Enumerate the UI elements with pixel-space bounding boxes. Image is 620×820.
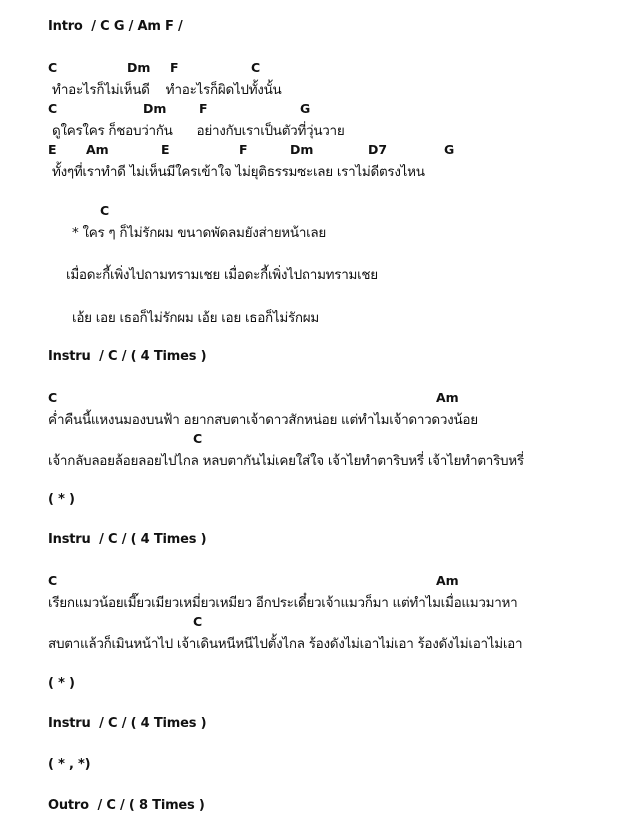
chord-label: G [300,101,311,116]
chorus-line-2: เมื่อดะกี้เพิ่งไปถามทรามเชย เมื่อดะกี้เพิ่งไปถามทรามเชย [66,267,378,283]
verse1-chords-3 [0,142,620,158]
intro-line: Intro / C G / Am F / [48,19,183,34]
chorus-repeat-1: ( * ) [48,492,75,507]
chord-label: Am [86,142,109,157]
chord-label: F [199,101,208,116]
chord-label: C [48,573,58,588]
verse2-chords-2 [0,431,620,447]
chord-label: Am [436,573,459,588]
verse1-chords-2 [0,101,620,117]
chord-label: F [239,142,248,157]
chorus-line-3: เอ้ย เอย เธอก็ไม่รักผม เอ้ย เอย เธอก็ไม่รักผม [72,310,320,326]
verse3-chords-1 [0,573,620,589]
chorus-repeat-2: ( * ) [48,676,75,691]
chorus-chord: C [100,203,110,218]
chord-label: D7 [368,142,388,157]
instru-line-3: Instru / C / ( 4 Times ) [48,716,207,731]
instru-line-1: Instru / C / ( 4 Times ) [48,349,207,364]
chord-label: C [251,60,261,75]
chord-label: Dm [143,101,167,116]
verse3-lyric-2: สบตาแล้วก็เมินหน้าไป เจ้าเดินหนีหนีไปตั้งไกล ร้องดังไม่เอาไม่เอา ร้องดังไม่เอาไม่เอา [48,636,523,652]
chord-label: Am [436,390,459,405]
chord-label: C [48,390,58,405]
chord-label: E [48,142,57,157]
instru-line-2: Instru / C / ( 4 Times ) [48,532,207,547]
chord-label: Dm [290,142,314,157]
verse1-chords-1 [0,60,620,76]
chord-label: C [193,614,203,629]
chorus-line-1: * ใคร ๆ ก็ไม่รักผม ขนาดพัดลมยังส่ายหน้าเลย [72,225,327,241]
verse1-lyric-1: ทำอะไรก็ไม่เห็นดี ทำอะไรก็ผิดไปทั้งนั้น [48,82,282,98]
chord-label: Dm [127,60,151,75]
verse3-lyric-1: เรียกแมวน้อยเมี๊ยวเมียวเหมี่ยวเหมียว อีกประเดี๋ยวเจ้าแมวก็มา แต่ทำไมเมื่อแมวมาหา [48,595,518,611]
verse1-lyric-2: ดูใครใคร ก็ชอบว่ากัน อย่างกับเราเป็นตัวที่วุ่นวาย [48,123,345,139]
verse3-chords-2 [0,614,620,630]
verse2-lyric-1: ค่ำคืนนี้แหงนมองบนฟ้า อยากสบตาเจ้าดาวสักหน่อย แต่ทำไมเจ้าดาวดวงน้อย [48,412,478,428]
verse1-lyric-3: ทั้งๆที่เราทำดี ไม่เห็นมีใครเข้าใจ ไม่ยุติธรรมซะเลย เราไม่ดีตรงไหน [48,164,425,180]
chord-label: E [161,142,170,157]
chord-label: C [48,60,58,75]
chord-label: F [170,60,179,75]
verse2-chords-1 [0,390,620,406]
chord-label: C [193,431,203,446]
outro-line: Outro / C / ( 8 Times ) [48,798,205,813]
verse2-lyric-2: เจ้ากลับลอยล้อยลอยไปไกล หลบตากันไม่เคยใส่ใจ เจ้าไยทำตาริบหรี่ เจ้าไยทำตาริบหรี่ [48,453,524,469]
chorus-repeat-3: ( * , *) [48,757,91,772]
chord-label: C [48,101,58,116]
chord-label: G [444,142,455,157]
